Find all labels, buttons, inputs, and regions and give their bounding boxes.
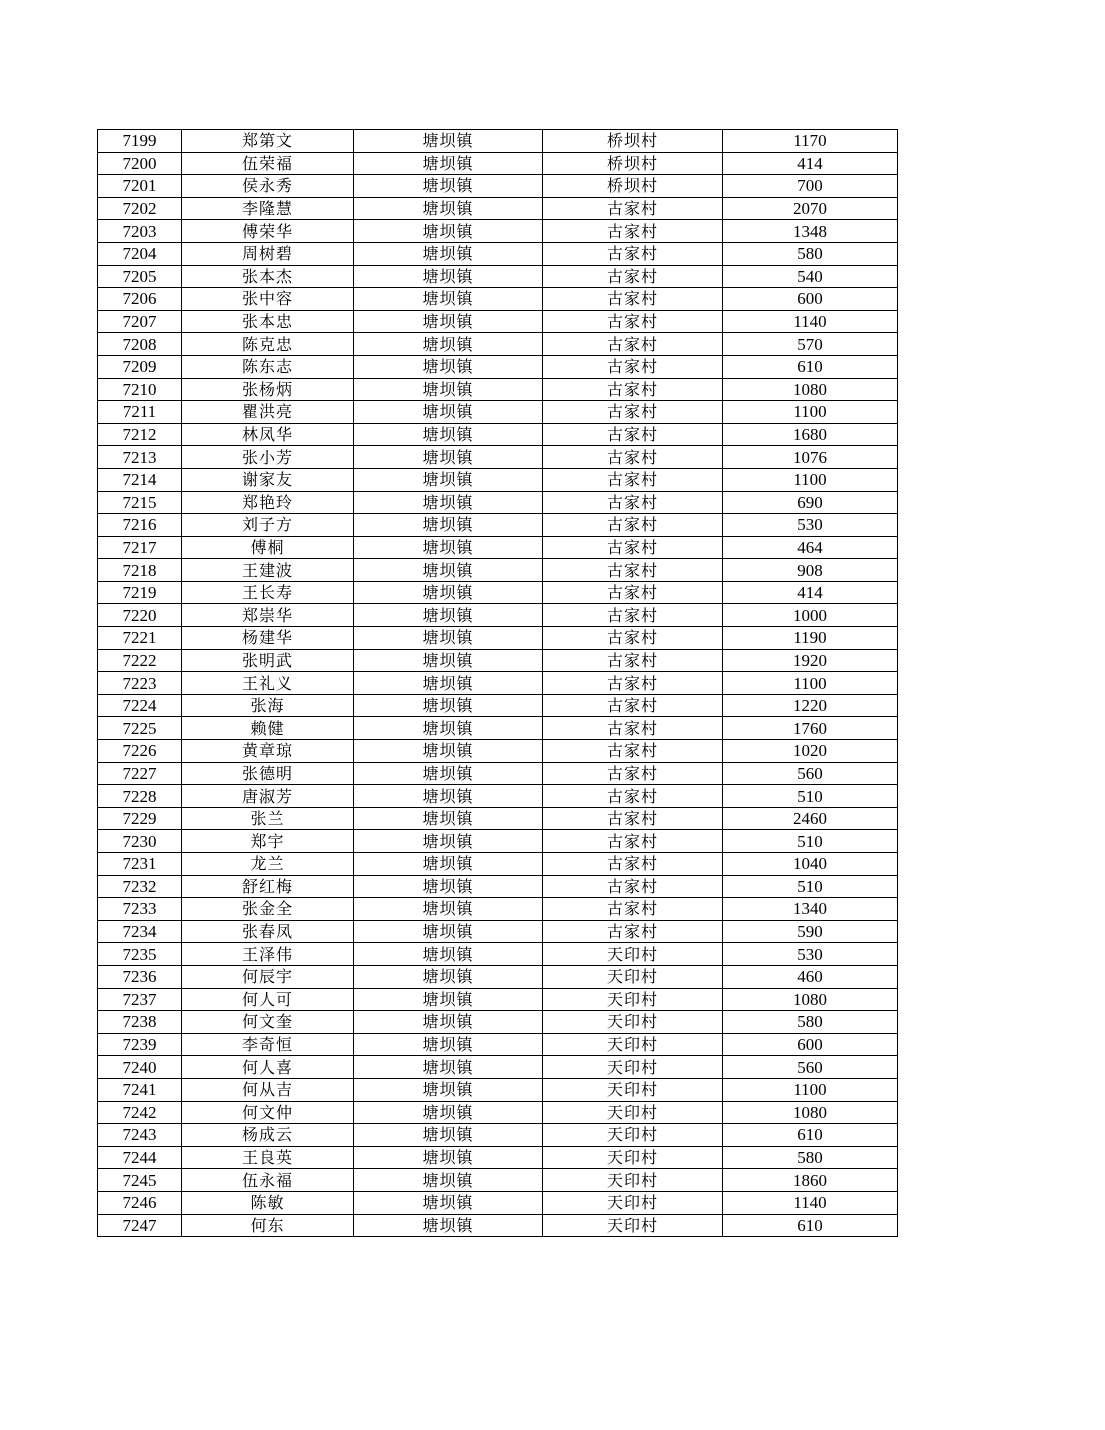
table-row bbox=[98, 378, 898, 401]
cell-amount: 1076 bbox=[723, 446, 898, 469]
cell-id: 7203 bbox=[98, 220, 182, 243]
cell-id: 7242 bbox=[98, 1101, 182, 1124]
cell-name: 张春凤 bbox=[182, 920, 354, 943]
table-row bbox=[98, 1011, 898, 1034]
cell-name: 张兰 bbox=[182, 807, 354, 830]
cell-town: 塘坝镇 bbox=[354, 130, 543, 153]
cell-name: 何东 bbox=[182, 1214, 354, 1237]
table-row bbox=[98, 627, 898, 650]
cell-amount: 570 bbox=[723, 333, 898, 356]
cell-name: 郑艳玲 bbox=[182, 491, 354, 514]
cell-name: 瞿洪亮 bbox=[182, 401, 354, 424]
cell-name: 张中容 bbox=[182, 288, 354, 311]
cell-village: 古家村 bbox=[543, 242, 723, 265]
cell-amount: 1080 bbox=[723, 378, 898, 401]
cell-name: 王泽伟 bbox=[182, 943, 354, 966]
cell-village: 古家村 bbox=[543, 559, 723, 582]
cell-amount: 1220 bbox=[723, 694, 898, 717]
cell-id: 7246 bbox=[98, 1191, 182, 1214]
table-row bbox=[98, 1056, 898, 1079]
table-row bbox=[98, 1124, 898, 1147]
cell-name: 何从吉 bbox=[182, 1078, 354, 1101]
table-row bbox=[98, 785, 898, 808]
cell-amount: 1760 bbox=[723, 717, 898, 740]
cell-village: 古家村 bbox=[543, 310, 723, 333]
cell-village: 古家村 bbox=[543, 446, 723, 469]
cell-town: 塘坝镇 bbox=[354, 559, 543, 582]
table-row bbox=[98, 762, 898, 785]
table-row bbox=[98, 920, 898, 943]
cell-village: 天印村 bbox=[543, 1124, 723, 1147]
cell-id: 7201 bbox=[98, 175, 182, 198]
cell-amount: 1920 bbox=[723, 649, 898, 672]
cell-id: 7214 bbox=[98, 468, 182, 491]
table-row bbox=[98, 1101, 898, 1124]
cell-town: 塘坝镇 bbox=[354, 446, 543, 469]
cell-village: 天印村 bbox=[543, 965, 723, 988]
cell-id: 7231 bbox=[98, 853, 182, 876]
cell-amount: 700 bbox=[723, 175, 898, 198]
cell-amount: 530 bbox=[723, 943, 898, 966]
cell-town: 塘坝镇 bbox=[354, 1056, 543, 1079]
cell-amount: 1040 bbox=[723, 853, 898, 876]
cell-town: 塘坝镇 bbox=[354, 220, 543, 243]
cell-id: 7233 bbox=[98, 898, 182, 921]
cell-name: 李隆慧 bbox=[182, 197, 354, 220]
cell-id: 7216 bbox=[98, 514, 182, 537]
table-row bbox=[98, 1146, 898, 1169]
cell-name: 张本忠 bbox=[182, 310, 354, 333]
cell-name: 杨成云 bbox=[182, 1124, 354, 1147]
table-row bbox=[98, 988, 898, 1011]
cell-id: 7199 bbox=[98, 130, 182, 153]
cell-village: 古家村 bbox=[543, 197, 723, 220]
cell-amount: 1100 bbox=[723, 672, 898, 695]
cell-amount: 510 bbox=[723, 875, 898, 898]
cell-amount: 610 bbox=[723, 1124, 898, 1147]
cell-village: 古家村 bbox=[543, 423, 723, 446]
cell-village: 古家村 bbox=[543, 288, 723, 311]
cell-village: 天印村 bbox=[543, 988, 723, 1011]
cell-id: 7238 bbox=[98, 1011, 182, 1034]
cell-village: 古家村 bbox=[543, 220, 723, 243]
cell-name: 何人可 bbox=[182, 988, 354, 1011]
cell-village: 桥坝村 bbox=[543, 130, 723, 153]
cell-village: 天印村 bbox=[543, 1169, 723, 1192]
table-row bbox=[98, 197, 898, 220]
cell-village: 古家村 bbox=[543, 740, 723, 763]
cell-id: 7209 bbox=[98, 355, 182, 378]
table-row bbox=[98, 175, 898, 198]
cell-id: 7221 bbox=[98, 627, 182, 650]
cell-village: 古家村 bbox=[543, 717, 723, 740]
cell-name: 陈东志 bbox=[182, 355, 354, 378]
cell-amount: 590 bbox=[723, 920, 898, 943]
cell-village: 古家村 bbox=[543, 830, 723, 853]
table-row bbox=[98, 288, 898, 311]
table-row bbox=[98, 898, 898, 921]
cell-name: 王建波 bbox=[182, 559, 354, 582]
cell-name: 龙兰 bbox=[182, 853, 354, 876]
cell-amount: 464 bbox=[723, 536, 898, 559]
cell-name: 舒红梅 bbox=[182, 875, 354, 898]
cell-id: 7219 bbox=[98, 581, 182, 604]
cell-amount: 1080 bbox=[723, 988, 898, 1011]
cell-amount: 1100 bbox=[723, 468, 898, 491]
cell-town: 塘坝镇 bbox=[354, 175, 543, 198]
table-row bbox=[98, 717, 898, 740]
cell-amount: 2460 bbox=[723, 807, 898, 830]
cell-village: 古家村 bbox=[543, 604, 723, 627]
cell-town: 塘坝镇 bbox=[354, 288, 543, 311]
cell-town: 塘坝镇 bbox=[354, 468, 543, 491]
cell-amount: 414 bbox=[723, 152, 898, 175]
cell-id: 7235 bbox=[98, 943, 182, 966]
table-row bbox=[98, 514, 898, 537]
table-row bbox=[98, 1169, 898, 1192]
table-row bbox=[98, 604, 898, 627]
cell-id: 7232 bbox=[98, 875, 182, 898]
cell-town: 塘坝镇 bbox=[354, 423, 543, 446]
cell-town: 塘坝镇 bbox=[354, 807, 543, 830]
cell-name: 陈克忠 bbox=[182, 333, 354, 356]
table-row bbox=[98, 491, 898, 514]
cell-name: 张海 bbox=[182, 694, 354, 717]
cell-amount: 610 bbox=[723, 355, 898, 378]
cell-village: 古家村 bbox=[543, 649, 723, 672]
cell-id: 7227 bbox=[98, 762, 182, 785]
cell-id: 7215 bbox=[98, 491, 182, 514]
table-row bbox=[98, 694, 898, 717]
cell-town: 塘坝镇 bbox=[354, 672, 543, 695]
cell-village: 古家村 bbox=[543, 920, 723, 943]
cell-village: 天印村 bbox=[543, 1101, 723, 1124]
cell-name: 何文仲 bbox=[182, 1101, 354, 1124]
table-row bbox=[98, 830, 898, 853]
cell-town: 塘坝镇 bbox=[354, 694, 543, 717]
table-row bbox=[98, 355, 898, 378]
cell-village: 古家村 bbox=[543, 514, 723, 537]
cell-town: 塘坝镇 bbox=[354, 875, 543, 898]
table-row bbox=[98, 1078, 898, 1101]
cell-amount: 530 bbox=[723, 514, 898, 537]
cell-id: 7230 bbox=[98, 830, 182, 853]
cell-name: 张本杰 bbox=[182, 265, 354, 288]
cell-town: 塘坝镇 bbox=[354, 627, 543, 650]
table-row bbox=[98, 740, 898, 763]
cell-amount: 610 bbox=[723, 1214, 898, 1237]
cell-id: 7228 bbox=[98, 785, 182, 808]
cell-town: 塘坝镇 bbox=[354, 1078, 543, 1101]
cell-village: 古家村 bbox=[543, 491, 723, 514]
cell-amount: 2070 bbox=[723, 197, 898, 220]
cell-name: 伍永福 bbox=[182, 1169, 354, 1192]
cell-name: 林凤华 bbox=[182, 423, 354, 446]
cell-amount: 1140 bbox=[723, 310, 898, 333]
cell-name: 李奇恒 bbox=[182, 1033, 354, 1056]
cell-town: 塘坝镇 bbox=[354, 965, 543, 988]
cell-id: 7204 bbox=[98, 242, 182, 265]
cell-amount: 600 bbox=[723, 288, 898, 311]
cell-name: 傅桐 bbox=[182, 536, 354, 559]
cell-id: 7237 bbox=[98, 988, 182, 1011]
cell-id: 7222 bbox=[98, 649, 182, 672]
cell-name: 唐淑芳 bbox=[182, 785, 354, 808]
cell-amount: 1100 bbox=[723, 1078, 898, 1101]
table-row bbox=[98, 672, 898, 695]
cell-id: 7213 bbox=[98, 446, 182, 469]
table-row bbox=[98, 807, 898, 830]
cell-village: 古家村 bbox=[543, 333, 723, 356]
cell-town: 塘坝镇 bbox=[354, 1214, 543, 1237]
cell-town: 塘坝镇 bbox=[354, 604, 543, 627]
cell-village: 古家村 bbox=[543, 694, 723, 717]
cell-id: 7218 bbox=[98, 559, 182, 582]
cell-name: 张小芳 bbox=[182, 446, 354, 469]
cell-village: 古家村 bbox=[543, 468, 723, 491]
cell-id: 7241 bbox=[98, 1078, 182, 1101]
cell-town: 塘坝镇 bbox=[354, 943, 543, 966]
cell-amount: 1080 bbox=[723, 1101, 898, 1124]
cell-village: 天印村 bbox=[543, 1078, 723, 1101]
table-body bbox=[98, 130, 898, 1237]
cell-amount: 1680 bbox=[723, 423, 898, 446]
cell-amount: 690 bbox=[723, 491, 898, 514]
cell-id: 7244 bbox=[98, 1146, 182, 1169]
cell-village: 古家村 bbox=[543, 355, 723, 378]
cell-id: 7210 bbox=[98, 378, 182, 401]
cell-town: 塘坝镇 bbox=[354, 898, 543, 921]
cell-amount: 580 bbox=[723, 242, 898, 265]
table-row bbox=[98, 581, 898, 604]
cell-village: 古家村 bbox=[543, 853, 723, 876]
cell-village: 古家村 bbox=[543, 875, 723, 898]
cell-amount: 580 bbox=[723, 1146, 898, 1169]
cell-name: 何人喜 bbox=[182, 1056, 354, 1079]
cell-amount: 1100 bbox=[723, 401, 898, 424]
table-row bbox=[98, 536, 898, 559]
cell-town: 塘坝镇 bbox=[354, 491, 543, 514]
cell-village: 古家村 bbox=[543, 581, 723, 604]
cell-amount: 1190 bbox=[723, 627, 898, 650]
cell-village: 天印村 bbox=[543, 1033, 723, 1056]
cell-id: 7206 bbox=[98, 288, 182, 311]
cell-name: 何文奎 bbox=[182, 1011, 354, 1034]
cell-town: 塘坝镇 bbox=[354, 1011, 543, 1034]
cell-name: 赖健 bbox=[182, 717, 354, 740]
cell-amount: 560 bbox=[723, 1056, 898, 1079]
cell-town: 塘坝镇 bbox=[354, 265, 543, 288]
cell-village: 古家村 bbox=[543, 762, 723, 785]
cell-village: 天印村 bbox=[543, 1214, 723, 1237]
cell-amount: 1340 bbox=[723, 898, 898, 921]
cell-town: 塘坝镇 bbox=[354, 581, 543, 604]
cell-name: 侯永秀 bbox=[182, 175, 354, 198]
cell-id: 7211 bbox=[98, 401, 182, 424]
cell-town: 塘坝镇 bbox=[354, 740, 543, 763]
table-row bbox=[98, 1214, 898, 1237]
cell-amount: 1020 bbox=[723, 740, 898, 763]
table-row bbox=[98, 559, 898, 582]
cell-id: 7240 bbox=[98, 1056, 182, 1079]
cell-town: 塘坝镇 bbox=[354, 1169, 543, 1192]
cell-amount: 540 bbox=[723, 265, 898, 288]
table-row bbox=[98, 152, 898, 175]
cell-name: 郑崇华 bbox=[182, 604, 354, 627]
cell-id: 7224 bbox=[98, 694, 182, 717]
table-row bbox=[98, 1191, 898, 1214]
cell-town: 塘坝镇 bbox=[354, 1033, 543, 1056]
cell-village: 桥坝村 bbox=[543, 175, 723, 198]
cell-id: 7226 bbox=[98, 740, 182, 763]
cell-id: 7239 bbox=[98, 1033, 182, 1056]
cell-id: 7247 bbox=[98, 1214, 182, 1237]
cell-name: 伍荣福 bbox=[182, 152, 354, 175]
table-row bbox=[98, 875, 898, 898]
cell-town: 塘坝镇 bbox=[354, 197, 543, 220]
cell-id: 7202 bbox=[98, 197, 182, 220]
cell-id: 7200 bbox=[98, 152, 182, 175]
cell-town: 塘坝镇 bbox=[354, 1124, 543, 1147]
cell-town: 塘坝镇 bbox=[354, 920, 543, 943]
cell-town: 塘坝镇 bbox=[354, 152, 543, 175]
cell-id: 7208 bbox=[98, 333, 182, 356]
cell-name: 刘子方 bbox=[182, 514, 354, 537]
cell-village: 古家村 bbox=[543, 378, 723, 401]
cell-name: 杨建华 bbox=[182, 627, 354, 650]
table-row bbox=[98, 853, 898, 876]
cell-name: 张德明 bbox=[182, 762, 354, 785]
cell-name: 张杨炳 bbox=[182, 378, 354, 401]
cell-village: 古家村 bbox=[543, 401, 723, 424]
cell-name: 傅荣华 bbox=[182, 220, 354, 243]
cell-name: 张金全 bbox=[182, 898, 354, 921]
cell-amount: 1170 bbox=[723, 130, 898, 153]
cell-amount: 1348 bbox=[723, 220, 898, 243]
cell-name: 王长寿 bbox=[182, 581, 354, 604]
cell-town: 塘坝镇 bbox=[354, 1101, 543, 1124]
cell-town: 塘坝镇 bbox=[354, 355, 543, 378]
cell-name: 黄章琼 bbox=[182, 740, 354, 763]
cell-amount: 1860 bbox=[723, 1169, 898, 1192]
cell-village: 古家村 bbox=[543, 785, 723, 808]
cell-name: 郑宇 bbox=[182, 830, 354, 853]
cell-amount: 1000 bbox=[723, 604, 898, 627]
table-row bbox=[98, 965, 898, 988]
cell-town: 塘坝镇 bbox=[354, 762, 543, 785]
table-row bbox=[98, 423, 898, 446]
cell-village: 古家村 bbox=[543, 265, 723, 288]
cell-id: 7212 bbox=[98, 423, 182, 446]
cell-name: 张明武 bbox=[182, 649, 354, 672]
cell-town: 塘坝镇 bbox=[354, 785, 543, 808]
cell-name: 谢家友 bbox=[182, 468, 354, 491]
cell-amount: 580 bbox=[723, 1011, 898, 1034]
cell-town: 塘坝镇 bbox=[354, 649, 543, 672]
cell-name: 何辰宇 bbox=[182, 965, 354, 988]
cell-name: 周树碧 bbox=[182, 242, 354, 265]
cell-amount: 600 bbox=[723, 1033, 898, 1056]
cell-amount: 460 bbox=[723, 965, 898, 988]
table-row bbox=[98, 943, 898, 966]
cell-town: 塘坝镇 bbox=[354, 830, 543, 853]
cell-town: 塘坝镇 bbox=[354, 988, 543, 1011]
table-row bbox=[98, 468, 898, 491]
cell-town: 塘坝镇 bbox=[354, 717, 543, 740]
cell-village: 古家村 bbox=[543, 627, 723, 650]
table-row bbox=[98, 265, 898, 288]
cell-id: 7217 bbox=[98, 536, 182, 559]
cell-id: 7223 bbox=[98, 672, 182, 695]
cell-id: 7229 bbox=[98, 807, 182, 830]
cell-town: 塘坝镇 bbox=[354, 242, 543, 265]
table-row bbox=[98, 401, 898, 424]
cell-amount: 1140 bbox=[723, 1191, 898, 1214]
cell-amount: 510 bbox=[723, 830, 898, 853]
cell-id: 7207 bbox=[98, 310, 182, 333]
cell-town: 塘坝镇 bbox=[354, 514, 543, 537]
cell-name: 陈敏 bbox=[182, 1191, 354, 1214]
cell-village: 天印村 bbox=[543, 1191, 723, 1214]
cell-amount: 510 bbox=[723, 785, 898, 808]
cell-town: 塘坝镇 bbox=[354, 333, 543, 356]
table-row bbox=[98, 1033, 898, 1056]
cell-id: 7236 bbox=[98, 965, 182, 988]
cell-town: 塘坝镇 bbox=[354, 1146, 543, 1169]
cell-town: 塘坝镇 bbox=[354, 1191, 543, 1214]
cell-amount: 560 bbox=[723, 762, 898, 785]
cell-id: 7245 bbox=[98, 1169, 182, 1192]
table-row bbox=[98, 130, 898, 153]
cell-id: 7225 bbox=[98, 717, 182, 740]
cell-town: 塘坝镇 bbox=[354, 378, 543, 401]
cell-village: 古家村 bbox=[543, 807, 723, 830]
table-row bbox=[98, 310, 898, 333]
cell-village: 天印村 bbox=[543, 1056, 723, 1079]
cell-id: 7220 bbox=[98, 604, 182, 627]
cell-name: 郑第文 bbox=[182, 130, 354, 153]
cell-town: 塘坝镇 bbox=[354, 401, 543, 424]
cell-amount: 908 bbox=[723, 559, 898, 582]
cell-village: 古家村 bbox=[543, 898, 723, 921]
cell-amount: 414 bbox=[723, 581, 898, 604]
cell-id: 7205 bbox=[98, 265, 182, 288]
table-row bbox=[98, 220, 898, 243]
cell-town: 塘坝镇 bbox=[354, 853, 543, 876]
cell-village: 古家村 bbox=[543, 536, 723, 559]
cell-town: 塘坝镇 bbox=[354, 310, 543, 333]
table-row bbox=[98, 242, 898, 265]
cell-town: 塘坝镇 bbox=[354, 536, 543, 559]
cell-id: 7243 bbox=[98, 1124, 182, 1147]
cell-village: 天印村 bbox=[543, 943, 723, 966]
cell-village: 古家村 bbox=[543, 672, 723, 695]
table-row bbox=[98, 333, 898, 356]
cell-village: 天印村 bbox=[543, 1011, 723, 1034]
cell-village: 桥坝村 bbox=[543, 152, 723, 175]
data-table bbox=[97, 129, 898, 1237]
table-row bbox=[98, 446, 898, 469]
cell-name: 王良英 bbox=[182, 1146, 354, 1169]
cell-id: 7234 bbox=[98, 920, 182, 943]
table-row bbox=[98, 649, 898, 672]
cell-name: 王礼义 bbox=[182, 672, 354, 695]
cell-village: 天印村 bbox=[543, 1146, 723, 1169]
